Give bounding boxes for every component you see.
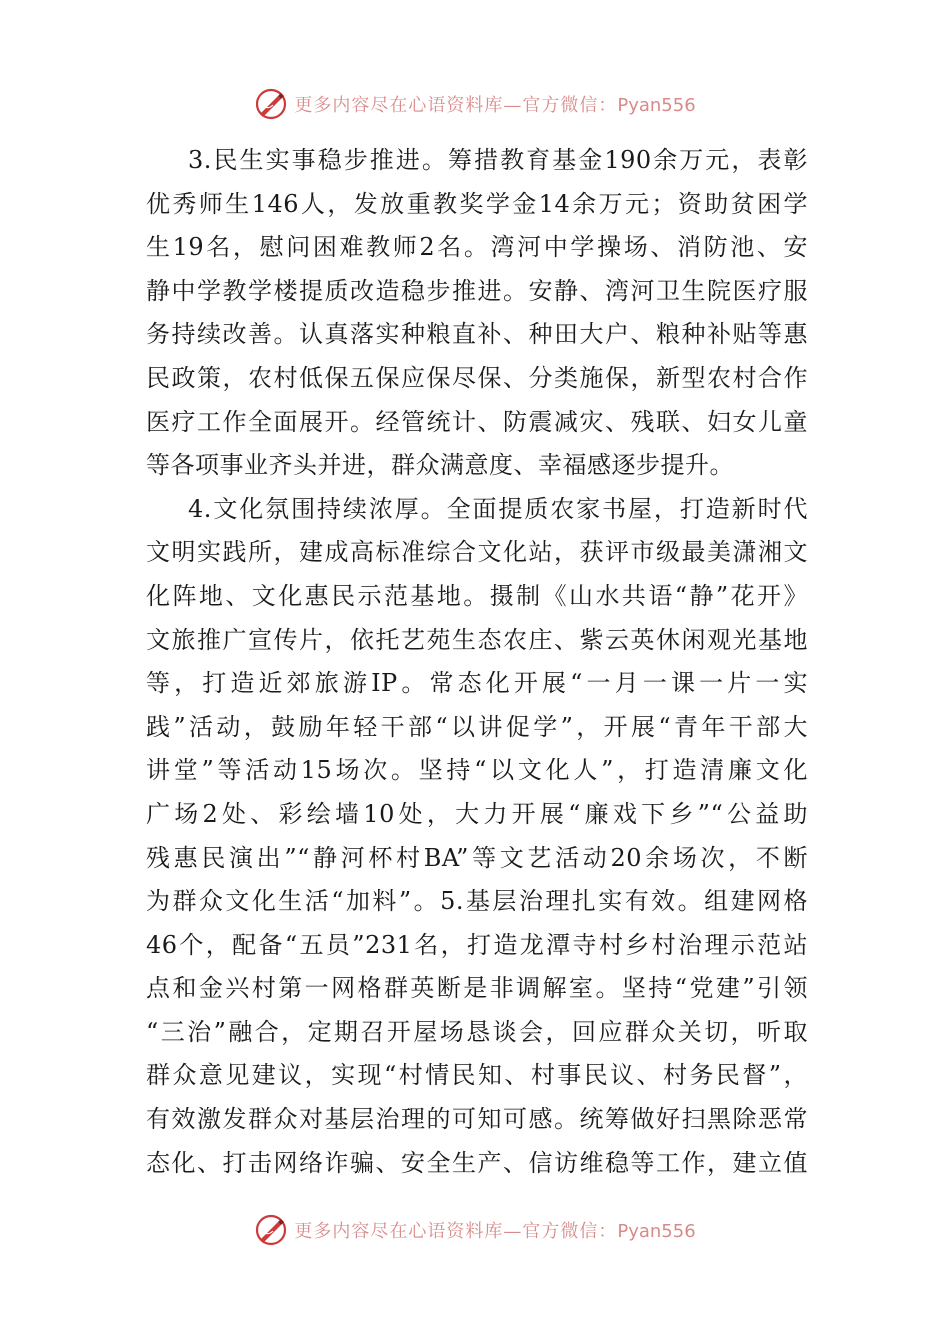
text-line: 群众意见建议，实现“村情民知、村事民议、村务民督”， <box>146 1061 808 1090</box>
text-line: 残惠民演出”“静河杯村BA”等文艺活动20余场次，不断 <box>146 843 808 872</box>
text-line: 生19名，慰问困难教师2名。湾河中学操场、消防池、安 <box>146 233 808 262</box>
text-line: 46个，配备“五员”231名，打造龙潭寺村乡村治理示范站 <box>146 930 808 959</box>
pen-circle-icon <box>254 1213 288 1247</box>
header-watermark-banner <box>0 84 950 124</box>
text-line: 为群众文化生活“加料”。5.基层治理扎实有效。组建网格 <box>146 887 808 916</box>
text-line: 4.文化氛围持续浓厚。全面提质农家书屋，打造新时代 <box>188 494 808 523</box>
text-line: 广场2处、彩绘墙10处，大力开展“廉戏下乡”“公益助 <box>146 799 808 828</box>
text-line: 医疗工作全面展开。经管统计、防震减灾、残联、妇女儿童 <box>146 407 808 436</box>
wechat-id: Pyan556 <box>617 95 696 116</box>
text-line: 文明实践所，建成高标准综合文化站，获评市级最美潇湘文 <box>146 538 808 567</box>
text-line: 化阵地、文化惠民示范基地。摄制《山水共语“静”花开》 <box>146 581 808 610</box>
pen-circle-icon <box>254 87 288 121</box>
text-line: 文旅推广宣传片，依托艺苑生态农庄、紫云英休闲观光基地 <box>146 625 808 654</box>
text-line: 讲堂”等活动15场次。坚持“以文化人”，打造清廉文化 <box>146 756 808 785</box>
text-line: 优秀师生146人，发放重教奖学金14余万元；资助贫困学 <box>146 189 808 218</box>
text-line: 务持续改善。认真落实种粮直补、种田大户、粮种补贴等惠 <box>146 320 808 349</box>
text-line: “三治”融合，定期召开屋场恳谈会，回应群众关切，听取 <box>146 1017 808 1046</box>
text-line: 有效激发群众对基层治理的可知可感。统筹做好扫黑除恶常 <box>146 1105 808 1134</box>
text-line: 静中学教学楼提质改造稳步推进。安静、湾河卫生院医疗服 <box>146 276 808 305</box>
document-body <box>146 139 808 1185</box>
text-line: 践”活动，鼓励年轻干部“以讲促学”，开展“青年干部大 <box>146 712 808 741</box>
text-line: 等，打造近郊旅游IP。常态化开展“一月一课一片一实 <box>146 669 808 698</box>
text-line: 点和金兴村第一网格群英断是非调解室。坚持“党建”引领 <box>146 974 808 1003</box>
text-line: 等各项事业齐头并进，群众满意度、幸福感逐步提升。 <box>146 451 734 480</box>
wechat-id: Pyan556 <box>617 1221 696 1242</box>
text-line: 民政策，农村低保五保应保尽保、分类施保，新型农村合作 <box>146 363 808 392</box>
text-line: 态化、打击网络诈骗、安全生产、信访维稳等工作，建立值 <box>146 1148 808 1177</box>
text-line: 3.民生实事稳步推进。筹措教育基金190余万元，表彰 <box>188 146 808 174</box>
banner-text: 更多内容尽在心语资料库—官方微信：Pyan556 <box>294 1221 696 1242</box>
footer-watermark-banner <box>0 1210 950 1250</box>
banner-text: 更多内容尽在心语资料库—官方微信：Pyan556 <box>294 95 696 116</box>
